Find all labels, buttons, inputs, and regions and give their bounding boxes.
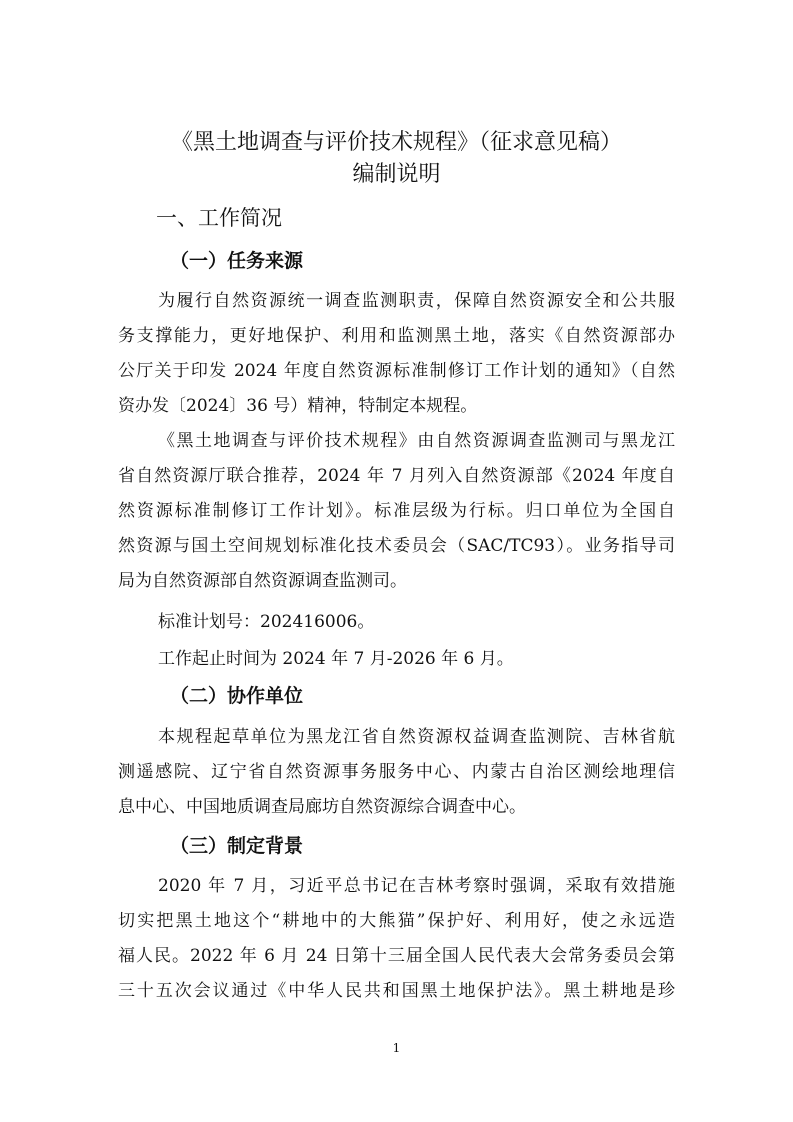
subsection-heading-cooperating-units: （二）协作单位 xyxy=(170,685,304,707)
paragraph-line: 然资源与国土空间规划标准化技术委员会（SAC/TC93）。业务指导司 xyxy=(118,536,675,556)
paragraph-line: 资办发〔2024〕36 号）精神，特制定本规程。 xyxy=(118,396,478,416)
paragraph-line: 三十五次会议通过《中华人民共和国黑土地保护法》。黑土耕地是珍 xyxy=(118,981,675,1001)
standard-plan-number: 标准计划号：202416006。 xyxy=(158,612,375,632)
paragraph-line: 测遥感院、辽宁省自然资源事务服务中心、内蒙古自治区测绘地理信 xyxy=(118,762,675,782)
document-subtitle: 编制说明 xyxy=(352,162,441,187)
paragraph-line: 然资源标准制修订工作计划》。标准层级为行标。归口单位为全国自 xyxy=(118,501,675,521)
paragraph-line: 福人民。2022 年 6 月 24 日第十三届全国人民代表大会常务委员会第 xyxy=(118,946,675,966)
paragraph-line: 为履行自然资源统一调查监测职责，保障自然资源安全和公共服 xyxy=(158,291,675,311)
section-heading-work-overview: 一、工作简况 xyxy=(156,206,282,230)
subsection-heading-task-source: （一）任务来源 xyxy=(170,250,304,272)
paragraph-line: 局为自然资源部自然资源调查监测司。 xyxy=(118,571,407,591)
paragraph-line: 切实把黑土地这个“耕地中的大熊猫”保护好、利用好，使之永远造 xyxy=(118,911,675,931)
document-title: 《黑土地调查与评价技术规程》（征求意见稿） xyxy=(170,130,622,155)
paragraph-line: 《黑土地调查与评价技术规程》由自然资源调查监测司与黑龙江 xyxy=(158,431,675,451)
page-number: 1 xyxy=(392,1041,401,1055)
paragraph-line: 公厅关于印发 2024 年度自然资源标准制修订工作计划的通知》（自然 xyxy=(118,361,675,381)
paragraph-line: 省自然资源厅联合推荐，2024 年 7 月列入自然资源部《2024 年度自 xyxy=(118,466,675,486)
paragraph-line: 息中心、中国地质调查局廊坊自然资源综合调查中心。 xyxy=(118,797,526,817)
paragraph-line: 务支撑能力，更好地保护、利用和监测黑土地，落实《自然资源部办 xyxy=(118,326,675,346)
subsection-heading-background: （三）制定背景 xyxy=(170,835,304,857)
paragraph-line: 2020 年 7 月，习近平总书记在吉林考察时强调，采取有效措施 xyxy=(158,876,675,896)
work-period: 工作起止时间为 2024 年 7 月-2026 年 6 月。 xyxy=(158,649,514,669)
paragraph-line: 本规程起草单位为黑龙江省自然资源权益调查监测院、吉林省航 xyxy=(158,727,675,747)
